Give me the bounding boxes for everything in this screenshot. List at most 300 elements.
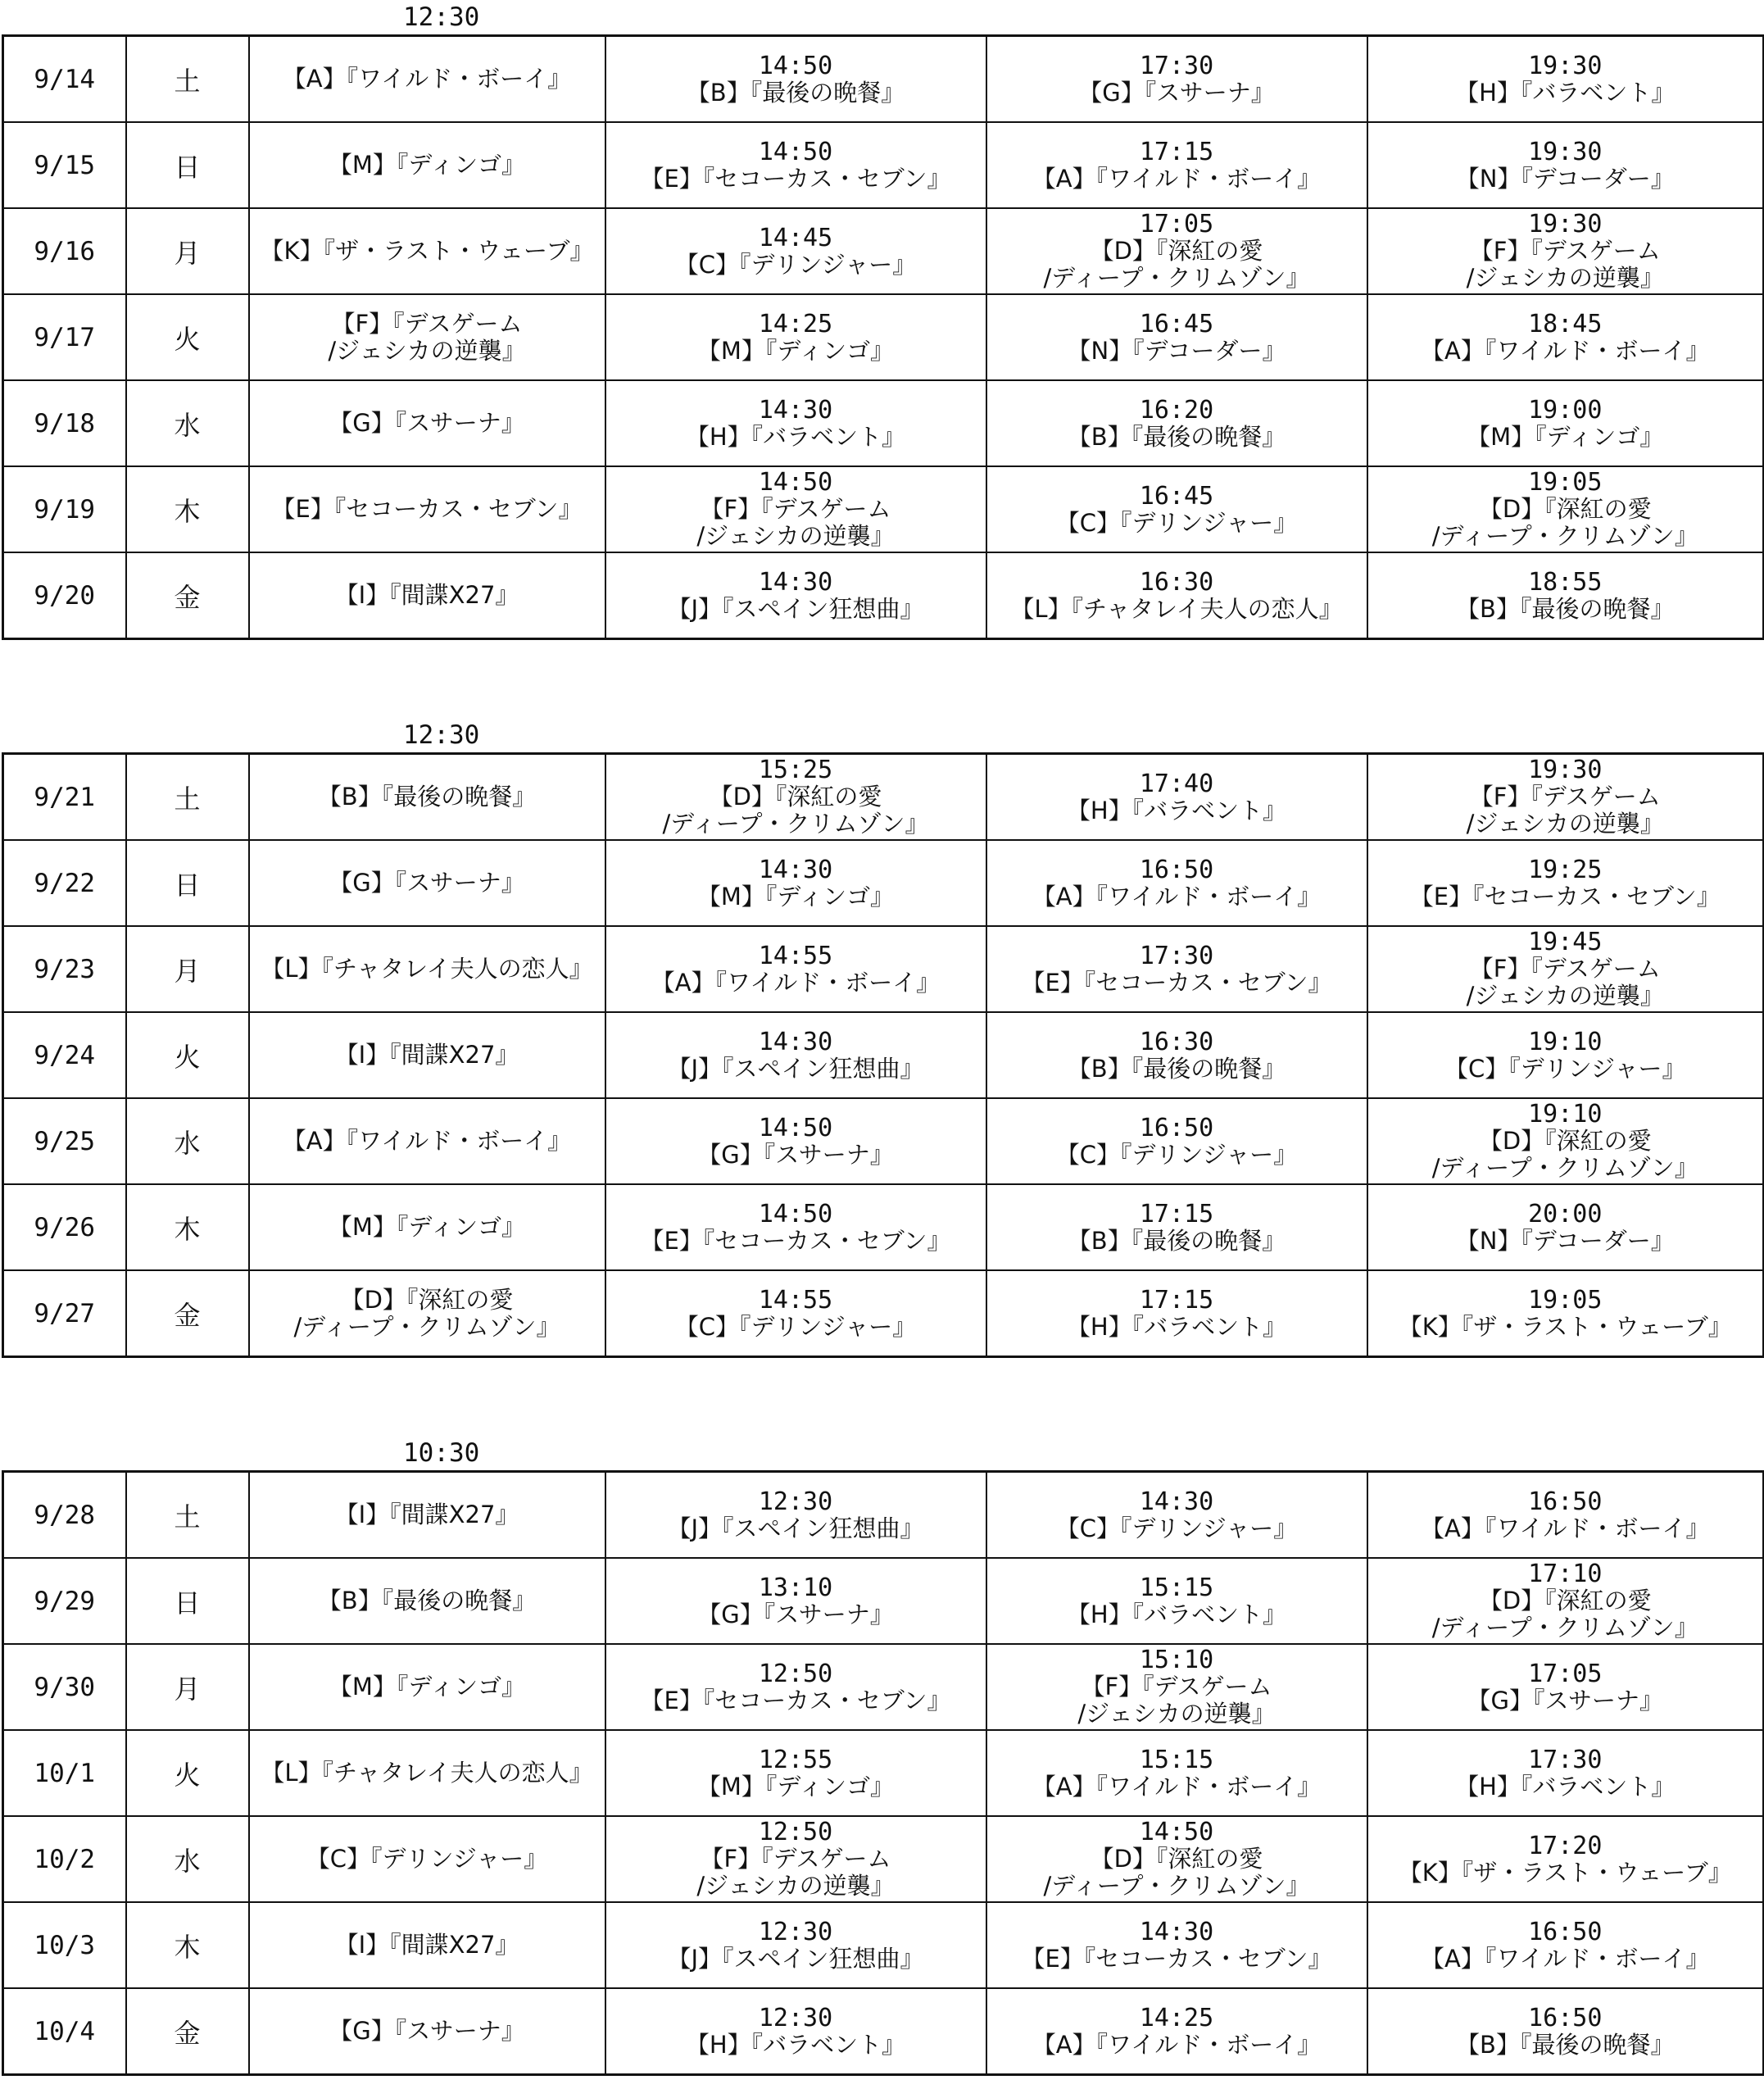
- screening-cell: [986, 1558, 1367, 1644]
- table-row: [3, 840, 1764, 926]
- film-title: 【A】『ワイルド・ボーイ』: [282, 65, 572, 93]
- screening-time: 14:50: [758, 51, 833, 80]
- screening-cell: [986, 1184, 1367, 1270]
- screening-time: 14:30: [758, 1027, 833, 1056]
- film-title-line2: /ジェシカの逆襲』: [328, 336, 526, 365]
- weekday-cell: 火: [126, 1730, 249, 1816]
- film-title: 【E】『セコーカス・セブン』: [640, 164, 951, 193]
- film-title: 【K】『ザ・ラスト・ウェーブ』: [260, 237, 594, 265]
- film-title: 【I】『間諜X27』: [334, 581, 519, 609]
- table-row: [3, 1902, 1764, 1988]
- screening-cell: [1367, 1098, 1764, 1184]
- screening-cell: [986, 1644, 1367, 1730]
- screening-cell: [249, 208, 605, 294]
- film-title: 【M】『ディンゴ』: [696, 882, 895, 910]
- screening-cell: [605, 1902, 986, 1988]
- screening-time: 16:45: [1139, 309, 1214, 338]
- screening-time: 12:50: [758, 1659, 833, 1688]
- screening-time: 19:25: [1528, 855, 1603, 884]
- screening-cell: [1367, 380, 1764, 466]
- screening-cell: [986, 122, 1367, 208]
- film-title: 【L】『チャタレイ夫人の恋人』: [261, 1759, 593, 1787]
- screening-time: 14:30: [1139, 1917, 1214, 1946]
- screening-time: 19:30: [1528, 756, 1603, 784]
- film-title: 【F】『デスゲーム: [331, 309, 523, 338]
- table-row: [3, 122, 1764, 208]
- screening-cell: [986, 840, 1367, 926]
- screening-time: 14:50: [758, 1199, 833, 1228]
- screening-cell: [249, 1558, 605, 1644]
- screening-cell: [986, 1472, 1367, 1559]
- film-title: 【N】『デコーダー』: [1067, 336, 1286, 365]
- screening-cell: [605, 294, 986, 380]
- schedule-table: [2, 752, 1764, 1358]
- screening-cell: [249, 926, 605, 1012]
- screening-time: 14:30: [758, 855, 833, 884]
- film-title: 【E】『セコーカス・セブン』: [640, 1226, 951, 1255]
- film-title: 【G】『スサーナ』: [1078, 78, 1275, 107]
- film-title: 【M】『ディンゴ』: [328, 151, 526, 179]
- film-title: 【D】『深紅の愛: [1090, 1845, 1263, 1873]
- screening-cell: [249, 1988, 605, 2075]
- screening-cell: [1367, 1184, 1764, 1270]
- screening-cell: [986, 1988, 1367, 2075]
- screening-time: 19:45: [1528, 928, 1603, 956]
- screening-time: 14:30: [758, 567, 833, 597]
- screening-time: 14:30: [1139, 1487, 1214, 1516]
- screening-cell: [605, 1270, 986, 1357]
- screening-time: 13:10: [758, 1573, 833, 1602]
- screening-cell: [605, 208, 986, 294]
- film-title: 【H】『バラベント』: [1455, 1772, 1676, 1801]
- screening-cell: [1367, 1902, 1764, 1988]
- screening-cell: [986, 1270, 1367, 1357]
- weekday-cell: 水: [126, 1816, 249, 1902]
- screening-time: 14:55: [758, 941, 833, 970]
- film-title: 【A】『ワイルド・ボーイ』: [1032, 2030, 1322, 2059]
- film-title: 【C】『デリンジャー』: [1055, 1140, 1298, 1169]
- screening-time: 14:25: [758, 309, 833, 338]
- screening-time: 12:30: [758, 1917, 833, 1946]
- screening-time: 12:55: [758, 1745, 833, 1774]
- film-title-line2: /ジェシカの逆襲』: [696, 522, 895, 550]
- screening-time: 17:40: [1139, 769, 1214, 798]
- film-title: 【B】『最後の晩餐』: [686, 78, 905, 107]
- screening-time: 16:45: [1139, 481, 1214, 511]
- screening-cell: [1367, 1988, 1764, 2075]
- table-row: [3, 1270, 1764, 1357]
- screening-cell: [249, 1098, 605, 1184]
- screening-cell: [249, 1184, 605, 1270]
- film-title: 【M】『ディンゴ』: [328, 1673, 526, 1701]
- screening-time: 16:50: [1139, 855, 1214, 884]
- film-title: 【J】『スペイン狂想曲』: [667, 1944, 924, 1973]
- film-title: 【A】『ワイルド・ボーイ』: [1032, 1772, 1322, 1801]
- film-title: 【J】『スペイン狂想曲』: [667, 594, 924, 623]
- screening-cell: [605, 466, 986, 552]
- table-row: [3, 1816, 1764, 1902]
- screening-cell: [986, 380, 1367, 466]
- screening-time: 14:50: [758, 1113, 833, 1142]
- film-title: 【E】『セコーカス・セブン』: [1021, 1944, 1332, 1973]
- weekday-cell: 月: [126, 1644, 249, 1730]
- table-row: [3, 1644, 1764, 1730]
- film-title: 【L】『チャタレイ夫人の恋人』: [1010, 594, 1343, 623]
- film-title: 【F】『デスゲーム: [700, 495, 891, 523]
- screening-cell: [1367, 926, 1764, 1012]
- schedule-table: [2, 34, 1764, 640]
- screening-time: 19:10: [1528, 1027, 1603, 1056]
- screening-cell: [605, 754, 986, 841]
- screening-cell: [1367, 36, 1764, 123]
- film-title: 【A】『ワイルド・ボーイ』: [1421, 336, 1710, 365]
- screening-cell: [1367, 1644, 1764, 1730]
- film-title: 【F】『デスゲーム: [1469, 237, 1661, 265]
- screening-cell: [986, 1098, 1367, 1184]
- film-title-line2: /ディープ・クリムゾン』: [1043, 1872, 1310, 1900]
- screening-time: 15:15: [1139, 1573, 1214, 1602]
- date-cell: 9/23: [3, 926, 126, 1012]
- film-title: 【C】『デリンジャー』: [306, 1845, 548, 1873]
- date-cell: 10/3: [3, 1902, 126, 1988]
- screening-cell: [1367, 1270, 1764, 1357]
- screening-cell: [249, 1012, 605, 1098]
- film-title-line2: /ジェシカの逆襲』: [1466, 810, 1664, 838]
- screening-cell: [249, 1644, 605, 1730]
- screening-cell: [605, 1988, 986, 2075]
- date-cell: 9/30: [3, 1644, 126, 1730]
- film-title: 【H】『バラベント』: [1455, 78, 1676, 107]
- screening-time: 16:50: [1528, 2003, 1603, 2032]
- film-title: 【H】『バラベント』: [685, 422, 906, 451]
- film-title-line2: /ディープ・クリムゾン』: [662, 810, 929, 838]
- screening-time: 17:05: [1528, 1659, 1603, 1688]
- screening-cell: [1367, 1816, 1764, 1902]
- film-title: 【A】『ワイルド・ボーイ』: [1421, 1514, 1710, 1542]
- screening-time: 19:05: [1528, 468, 1603, 497]
- screening-cell: [605, 122, 986, 208]
- film-title: 【H】『バラベント』: [1066, 796, 1287, 824]
- film-title-line2: /ディープ・クリムゾン』: [1431, 522, 1698, 550]
- screening-cell: [249, 754, 605, 841]
- screening-cell: [1367, 1472, 1764, 1559]
- film-title: 【L】『チャタレイ夫人の恋人』: [261, 955, 593, 983]
- weekday-cell: 木: [126, 1902, 249, 1988]
- screening-cell: [605, 1558, 986, 1644]
- screening-cell: [605, 1472, 986, 1559]
- film-title: 【J】『スペイン狂想曲』: [667, 1514, 924, 1542]
- weekday-cell: 水: [126, 380, 249, 466]
- screening-cell: [986, 1902, 1367, 1988]
- screening-cell: [605, 380, 986, 466]
- film-title-line2: /ジェシカの逆襲』: [696, 1872, 895, 1900]
- film-title-line2: /ディープ・クリムゾン』: [1431, 1614, 1698, 1642]
- weekday-cell: 木: [126, 1184, 249, 1270]
- first-screening-time: 12:30: [403, 2, 480, 32]
- weekday-cell: 木: [126, 466, 249, 552]
- weekday-cell: 土: [126, 36, 249, 123]
- weekday-cell: 土: [126, 1472, 249, 1559]
- film-title: 【H】『バラベント』: [1066, 1312, 1287, 1341]
- table-row: [3, 1098, 1764, 1184]
- screening-time: 18:45: [1528, 309, 1603, 338]
- screening-cell: [1367, 1012, 1764, 1098]
- screening-cell: [986, 36, 1367, 123]
- film-title: 【A】『ワイルド・ボーイ』: [651, 968, 941, 997]
- screening-cell: [1367, 466, 1764, 552]
- film-title: 【G】『スサーナ』: [697, 1140, 894, 1169]
- date-cell: 9/16: [3, 208, 126, 294]
- screening-cell: [605, 1012, 986, 1098]
- screening-cell: [249, 466, 605, 552]
- screening-time: 16:30: [1139, 1027, 1214, 1056]
- screening-cell: [1367, 122, 1764, 208]
- screening-time: 16:50: [1528, 1917, 1603, 1946]
- screening-time: 17:30: [1139, 51, 1214, 80]
- film-title-line2: /ジェシカの逆襲』: [1466, 264, 1664, 292]
- weekday-cell: 土: [126, 754, 249, 841]
- screening-cell: [986, 1730, 1367, 1816]
- screening-time: 17:15: [1139, 1285, 1214, 1315]
- film-title: 【A】『ワイルド・ボーイ』: [1032, 164, 1322, 193]
- table-row: [3, 1012, 1764, 1098]
- film-title: 【B】『最後の晩餐』: [1456, 594, 1675, 623]
- film-title: 【A】『ワイルド・ボーイ』: [1421, 1944, 1710, 1973]
- screening-cell: [986, 1816, 1367, 1902]
- date-cell: 9/17: [3, 294, 126, 380]
- screening-time: 19:30: [1528, 210, 1603, 238]
- date-cell: 9/28: [3, 1472, 126, 1559]
- screening-time: 16:30: [1139, 567, 1214, 597]
- screening-cell: [605, 36, 986, 123]
- screening-cell: [249, 1816, 605, 1902]
- weekday-cell: 日: [126, 122, 249, 208]
- weekday-cell: 火: [126, 1012, 249, 1098]
- film-title: 【I】『間諜X27』: [334, 1931, 519, 1959]
- table-row: [3, 36, 1764, 123]
- date-cell: 9/15: [3, 122, 126, 208]
- film-title: 【E】『セコーカス・セブン』: [271, 495, 583, 523]
- weekday-cell: 火: [126, 294, 249, 380]
- film-title: 【F】『デスゲーム: [1469, 955, 1661, 983]
- date-cell: 10/1: [3, 1730, 126, 1816]
- film-title: 【C】『デリンジャー』: [674, 1312, 917, 1341]
- film-title: 【F】『デスゲーム: [700, 1845, 891, 1873]
- screening-cell: [1367, 1730, 1764, 1816]
- date-cell: 9/29: [3, 1558, 126, 1644]
- screening-time: 14:50: [758, 137, 833, 166]
- screening-time: 20:00: [1528, 1199, 1603, 1228]
- film-title: 【M】『ディンゴ』: [696, 336, 895, 365]
- date-cell: 9/24: [3, 1012, 126, 1098]
- film-title: 【H】『バラベント』: [685, 2030, 906, 2059]
- date-cell: 9/22: [3, 840, 126, 926]
- screening-cell: [605, 1730, 986, 1816]
- screening-time: 16:50: [1139, 1113, 1214, 1142]
- screening-time: 19:05: [1528, 1285, 1603, 1315]
- weekday-cell: 日: [126, 840, 249, 926]
- screening-time: 12:30: [758, 1487, 833, 1516]
- screening-time: 17:15: [1139, 137, 1214, 166]
- screening-time: 19:00: [1528, 395, 1603, 425]
- screening-cell: [1367, 208, 1764, 294]
- screening-time: 19:10: [1528, 1100, 1603, 1128]
- film-title-line2: /ディープ・クリムゾン』: [293, 1312, 560, 1341]
- film-title: 【I】『間諜X27』: [334, 1041, 519, 1069]
- film-title: 【C】『デリンジャー』: [1055, 1514, 1298, 1542]
- table-row: [3, 208, 1764, 294]
- film-title: 【E】『セコーカス・セブン』: [640, 1686, 951, 1714]
- screening-time: 14:55: [758, 1285, 833, 1315]
- screening-time: 19:30: [1528, 137, 1603, 166]
- screening-cell: [249, 1730, 605, 1816]
- screening-cell: [249, 1472, 605, 1559]
- screening-time: 12:30: [758, 2003, 833, 2032]
- table-row: [3, 1988, 1764, 2075]
- screening-time: 14:50: [1139, 1818, 1214, 1846]
- film-title: 【H】『バラベント』: [1066, 1600, 1287, 1628]
- schedule-table: [2, 1470, 1764, 2076]
- screening-cell: [249, 1902, 605, 1988]
- table-row: [3, 1558, 1764, 1644]
- screening-time: 14:30: [758, 395, 833, 425]
- date-cell: 9/18: [3, 380, 126, 466]
- film-title: 【G】『スサーナ』: [1467, 1686, 1663, 1714]
- film-title: 【G】『スサーナ』: [329, 2017, 525, 2045]
- film-title: 【G】『スサーナ』: [329, 409, 525, 437]
- date-cell: 10/4: [3, 1988, 126, 2075]
- film-title: 【K】『ザ・ラスト・ウェーブ』: [1398, 1858, 1732, 1887]
- date-cell: 9/26: [3, 1184, 126, 1270]
- film-title: 【K】『ザ・ラスト・ウェーブ』: [1398, 1312, 1732, 1341]
- date-cell: 9/19: [3, 466, 126, 552]
- screening-cell: [605, 926, 986, 1012]
- screening-time: 18:55: [1528, 567, 1603, 597]
- screening-time: 15:10: [1139, 1646, 1214, 1674]
- film-title: 【F】『デスゲーム: [1081, 1673, 1272, 1701]
- film-title: 【E】『セコーカス・セブン』: [1409, 882, 1721, 910]
- screening-cell: [986, 294, 1367, 380]
- film-title: 【D】『深紅の愛: [1478, 1587, 1652, 1614]
- date-cell: 9/20: [3, 552, 126, 639]
- screening-time: 14:25: [1139, 2003, 1214, 2032]
- table-row: [3, 466, 1764, 552]
- screening-cell: [986, 466, 1367, 552]
- screening-time: 17:15: [1139, 1199, 1214, 1228]
- screening-cell: [605, 1184, 986, 1270]
- date-cell: 9/27: [3, 1270, 126, 1357]
- screening-time: 17:05: [1139, 210, 1214, 238]
- screening-cell: [1367, 840, 1764, 926]
- date-cell: 9/14: [3, 36, 126, 123]
- film-title: 【M】『ディンゴ』: [328, 1213, 526, 1241]
- weekday-cell: 月: [126, 926, 249, 1012]
- screening-time: 15:25: [758, 756, 833, 784]
- film-title-line2: /ジェシカの逆襲』: [1077, 1700, 1276, 1728]
- table-row: [3, 1184, 1764, 1270]
- screening-time: 17:30: [1528, 1745, 1603, 1774]
- film-title: 【G】『スサーナ』: [329, 869, 525, 897]
- screening-cell: [605, 1644, 986, 1730]
- screening-cell: [249, 380, 605, 466]
- screening-cell: [249, 552, 605, 639]
- screening-time: 19:30: [1528, 51, 1603, 80]
- weekday-cell: 日: [126, 1558, 249, 1644]
- film-title: 【B】『最後の晩餐』: [317, 1587, 537, 1614]
- film-title: 【A】『ワイルド・ボーイ』: [1032, 882, 1322, 910]
- screening-time: 17:30: [1139, 941, 1214, 970]
- film-title: 【A】『ワイルド・ボーイ』: [282, 1127, 572, 1155]
- screening-cell: [1367, 754, 1764, 841]
- screening-cell: [986, 1012, 1367, 1098]
- screening-time: 14:45: [758, 223, 833, 252]
- weekday-cell: 金: [126, 1270, 249, 1357]
- film-title: 【N】『デコーダー』: [1455, 1226, 1675, 1255]
- film-title: 【C】『デリンジャー』: [1055, 508, 1298, 537]
- film-title: 【D】『深紅の愛: [1478, 1127, 1652, 1155]
- film-title: 【B】『最後の晩餐』: [1067, 1226, 1286, 1255]
- film-title: 【D】『深紅の愛: [1478, 495, 1652, 523]
- table-row: [3, 552, 1764, 639]
- screening-cell: [249, 122, 605, 208]
- date-cell: 10/2: [3, 1816, 126, 1902]
- screening-cell: [1367, 1558, 1764, 1644]
- film-title: 【C】『デリンジャー』: [1444, 1054, 1686, 1083]
- film-title: 【D】『深紅の愛: [340, 1285, 514, 1314]
- weekday-cell: 金: [126, 552, 249, 639]
- screening-time: 15:15: [1139, 1745, 1214, 1774]
- screening-cell: [249, 294, 605, 380]
- screening-cell: [605, 552, 986, 639]
- screening-cell: [986, 552, 1367, 639]
- first-screening-time: 10:30: [403, 1438, 480, 1468]
- table-row: [3, 1730, 1764, 1816]
- film-title: 【C】『デリンジャー』: [674, 250, 917, 279]
- date-cell: 9/25: [3, 1098, 126, 1184]
- screening-cell: [249, 36, 605, 123]
- screening-cell: [605, 1098, 986, 1184]
- film-title: 【N】『デコーダー』: [1455, 164, 1675, 193]
- weekday-cell: 月: [126, 208, 249, 294]
- film-title: 【M】『ディンゴ』: [696, 1772, 895, 1801]
- film-title: 【D】『深紅の愛: [1090, 237, 1263, 265]
- screening-cell: [1367, 552, 1764, 639]
- screening-time: 17:10: [1528, 1560, 1603, 1588]
- film-title-line2: /ディープ・クリムゾン』: [1043, 264, 1310, 292]
- film-title: 【B】『最後の晩餐』: [1067, 422, 1286, 451]
- table-row: [3, 926, 1764, 1012]
- weekday-cell: 金: [126, 1988, 249, 2075]
- weekday-cell: 水: [126, 1098, 249, 1184]
- screening-time: 12:50: [758, 1818, 833, 1846]
- film-title: 【J】『スペイン狂想曲』: [667, 1054, 924, 1083]
- film-title: 【B】『最後の晩餐』: [317, 783, 537, 811]
- screening-cell: [986, 926, 1367, 1012]
- screening-cell: [249, 1270, 605, 1357]
- first-screening-time: 12:30: [403, 720, 480, 750]
- film-title-line2: /ディープ・クリムゾン』: [1431, 1154, 1698, 1182]
- date-cell: 9/21: [3, 754, 126, 841]
- screening-cell: [986, 754, 1367, 841]
- film-title: 【G】『スサーナ』: [697, 1600, 894, 1628]
- screening-time: 16:20: [1139, 395, 1214, 425]
- film-title-line2: /ジェシカの逆襲』: [1466, 982, 1664, 1010]
- film-title: 【D】『深紅の愛: [709, 783, 882, 811]
- screening-time: 14:50: [758, 468, 833, 497]
- screening-cell: [605, 1816, 986, 1902]
- screening-cell: [249, 840, 605, 926]
- table-row: [3, 754, 1764, 841]
